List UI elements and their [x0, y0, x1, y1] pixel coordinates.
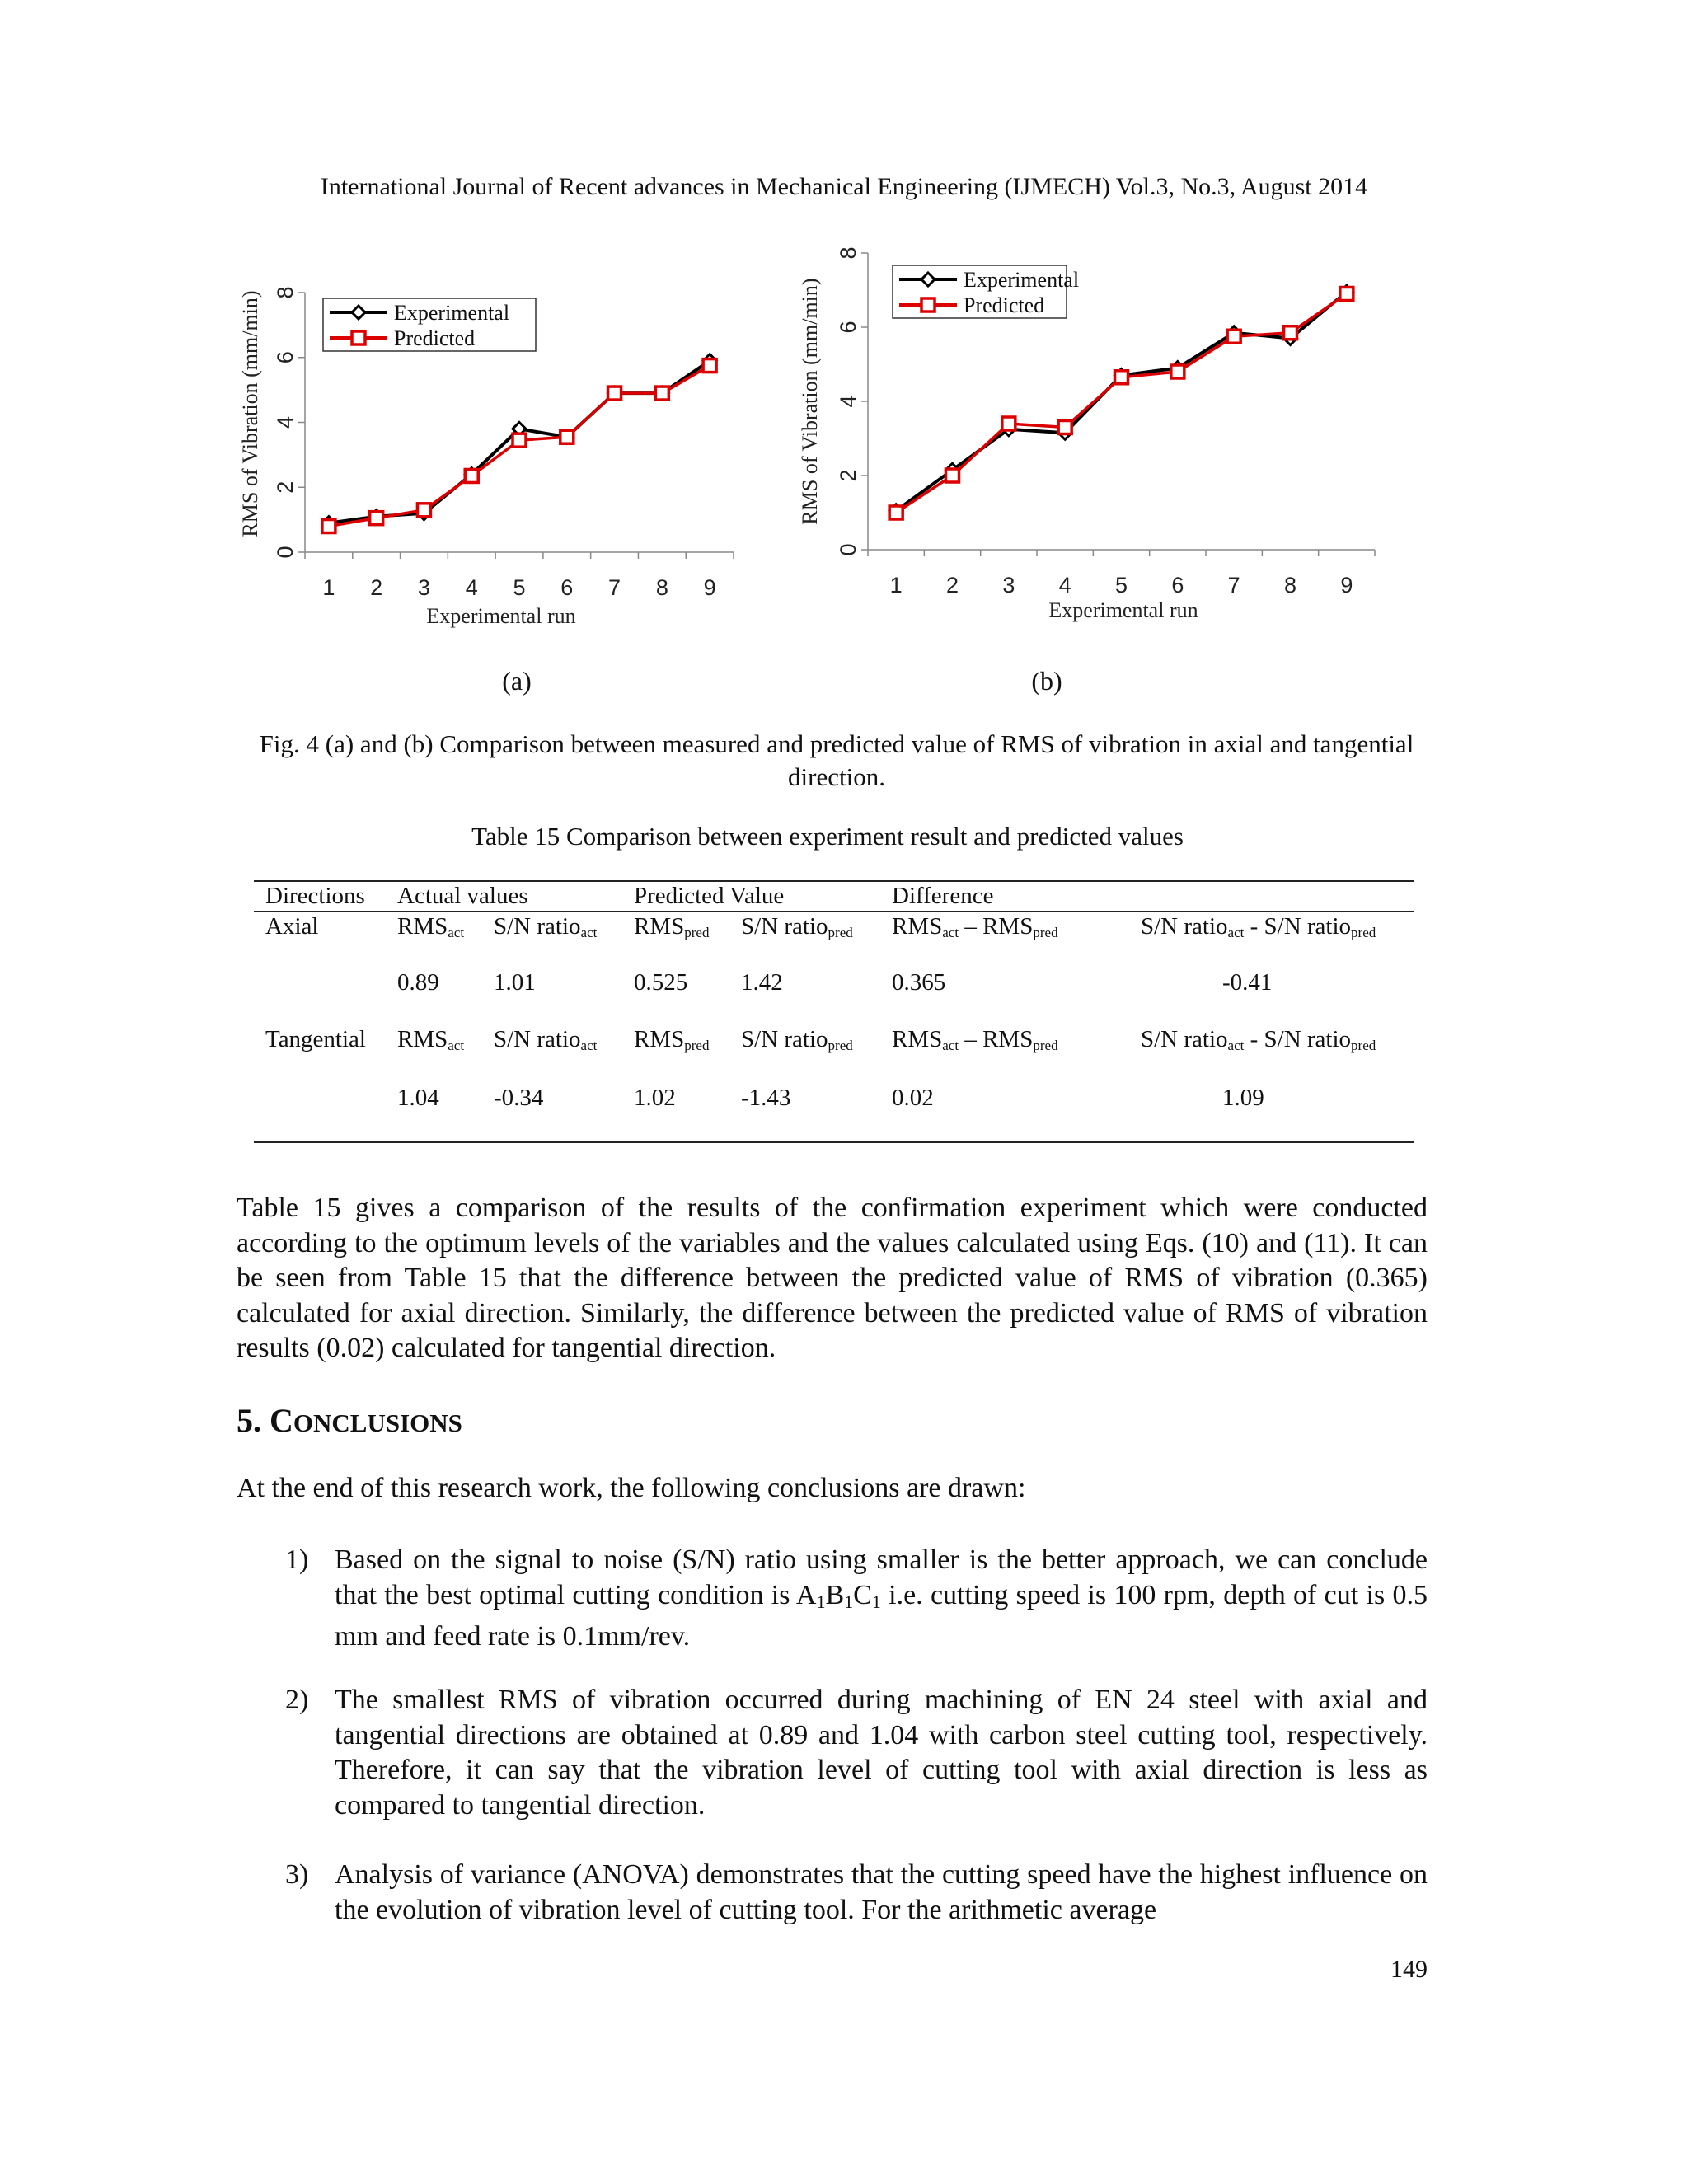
- conclusion-item-3: [285, 1858, 1428, 1928]
- data-point-predicted: [322, 520, 335, 533]
- data-point-predicted: [1115, 371, 1128, 384]
- y-tick-label: 8: [836, 246, 861, 260]
- y-tick-label: 0: [836, 543, 861, 556]
- table-cell-label: $RMS_{pred}$: [634, 1026, 710, 1053]
- data-point-predicted: [370, 512, 383, 525]
- y-tick-label: 2: [836, 469, 861, 482]
- table-cell-value: 1.02: [634, 1085, 676, 1111]
- table-cell-value: 0.525: [634, 969, 688, 996]
- y-tick-label: 6: [836, 321, 861, 334]
- table-header-rule: [254, 911, 1414, 912]
- list-number: 1): [285, 1544, 309, 1575]
- x-tick-label: 1: [322, 575, 335, 600]
- x-tick-label: 4: [1058, 573, 1071, 598]
- list-item-text: Analysis of variance (ANOVA) demonstrates that the cutting speed have the highest influence on the evolution of vibration level of cutting tool. For the arithmetic average: [335, 1859, 1428, 1925]
- y-tick-label: 8: [273, 286, 298, 299]
- table-cell-value: 0.365: [892, 969, 946, 996]
- y-tick-label: 0: [273, 546, 298, 559]
- data-point-predicted: [1284, 326, 1297, 340]
- table-cell-label: $RMS_{pred}$: [634, 913, 710, 940]
- table-title: Table 15 Comparison between experiment result and predicted values: [471, 822, 1184, 851]
- table-cell-label: S/N ratio$_{pred}$: [741, 1026, 853, 1053]
- conclusions-intro: At the end of this research work, the following conclusions are drawn:: [237, 1473, 1026, 1503]
- table-header-predicted: Predicted Value: [634, 883, 785, 909]
- data-point-predicted: [889, 506, 903, 519]
- table-cell-label: $RMS_{act}$: [397, 913, 465, 940]
- y-tick-label: 4: [273, 415, 298, 429]
- table-top-rule: [254, 880, 1414, 882]
- table-cell-value: 1.01: [494, 969, 536, 996]
- table-cell-label: S/N ratio$_{pred}$: [741, 913, 853, 940]
- x-tick-label: 5: [513, 575, 526, 600]
- table-cell-direction-axial: Axial: [265, 913, 319, 940]
- table-cell-value: 0.02: [892, 1085, 934, 1111]
- table-cell-value: -1.43: [741, 1085, 791, 1111]
- series-line-predicted: [896, 294, 1347, 513]
- discussion-paragraph: Table 15 gives a comparison of the results of the confirmation experiment which were conducted according to the optimum levels of the variables and the values calculated using Eqs. (10) and (11). It can be seen from Table 15 that the difference between the predicted value of RMS of vibration (0.365) calculated for axial direction. Similarly, the difference between the predicted value of RMS of vibration results (0.02) calculated for tangential direction.: [237, 1193, 1428, 1363]
- x-axis-title: Experimental run: [1048, 598, 1198, 622]
- x-tick-label: 8: [1283, 573, 1297, 598]
- data-point-predicted: [655, 387, 668, 400]
- legend-marker-predicted: [921, 298, 935, 312]
- data-point-predicted: [608, 387, 621, 400]
- y-axis-title: RMS of Vibration (mm/min): [798, 278, 822, 525]
- conclusion-item-1: [285, 1543, 1428, 1655]
- x-axis-title: Experimental run: [426, 604, 576, 628]
- table-cell-value: -0.41: [1222, 969, 1273, 996]
- x-tick-label: 9: [1340, 573, 1353, 598]
- chart-b-svg: [791, 235, 1401, 639]
- x-tick-label: 1: [889, 573, 903, 598]
- table-cell-label: $RMS_{act} - RMS_{pred}$: [892, 913, 1058, 940]
- table-cell-value: 1.42: [741, 969, 783, 996]
- y-tick-label: 6: [273, 351, 298, 364]
- panel-label-a: (a): [502, 666, 532, 696]
- list-item-text: Based on the signal to noise (S/N) ratio using smaller is the better approach, we can conclude that the best optimal cutting condition is $A_1B_1C_1$ i.e. cutting speed is 100 rpm, depth of cut is 0.5 mm and feed rate is 0.1mm/rev.: [335, 1544, 1428, 1652]
- section-heading: 5. CONCLUSIONS: [237, 1402, 462, 1439]
- table-cell-value: 1.09: [1222, 1085, 1264, 1111]
- data-point-predicted: [703, 359, 716, 373]
- y-axis-title: RMS of Vibration (mm/min): [238, 290, 262, 537]
- legend-label-predicted: Predicted: [964, 293, 1045, 317]
- table-bottom-rule: [254, 1141, 1414, 1143]
- table-cell-label: $RMS_{act} - RMS_{pred}$: [892, 1026, 1058, 1053]
- legend-label-predicted: Predicted: [394, 326, 476, 350]
- legend-label-experimental: Experimental: [964, 268, 1080, 292]
- list-number: 3): [285, 1859, 309, 1890]
- data-point-predicted: [1171, 365, 1184, 378]
- table-cell-label: S/N ratio$_{act}$ - S/N ratio$_{pred}$: [1141, 1026, 1376, 1053]
- table-cell-label: S/N ratio$_{act}$: [494, 913, 598, 940]
- chart-b: [791, 235, 1401, 639]
- x-tick-label: 3: [1002, 573, 1015, 598]
- series-line-experimental: [896, 292, 1347, 511]
- table-cell-label: $RMS_{act}$: [397, 1026, 465, 1053]
- legend-label-experimental: Experimental: [394, 301, 510, 325]
- list-number: 2): [285, 1685, 309, 1715]
- x-tick-label: 6: [1171, 573, 1184, 598]
- legend-marker-predicted: [352, 331, 365, 344]
- table-cell-value: -0.34: [494, 1085, 544, 1111]
- y-tick-label: 4: [836, 395, 861, 408]
- data-point-predicted: [560, 430, 574, 443]
- page-number: 149: [1390, 1956, 1428, 1983]
- data-point-predicted: [1340, 288, 1353, 301]
- conclusion-item-2: [285, 1683, 1428, 1823]
- table-header-actual: Actual values: [397, 883, 528, 909]
- x-tick-label: 5: [1114, 573, 1128, 598]
- x-tick-label: 6: [560, 575, 574, 600]
- data-point-predicted: [465, 469, 478, 482]
- figure-caption: Fig. 4 (a) and (b) Comparison between measured and predicted value of RMS of vibration in axial and tangential direction.: [259, 729, 1414, 791]
- data-point-predicted: [946, 469, 959, 482]
- x-tick-label: 8: [655, 575, 668, 600]
- x-tick-label: 9: [703, 575, 716, 600]
- x-tick-label: 3: [417, 575, 430, 600]
- list-item-text: The smallest RMS of vibration occurred during machining of EN 24 steel with axial and tangential directions are obtained at 0.89 and 1.04 with carbon steel cutting tool, respectively. Therefore, it can say that the vibration level of cutting tool with axial direction is less as compared to tangential direction.: [335, 1685, 1428, 1821]
- x-tick-label: 7: [1227, 573, 1240, 598]
- data-point-predicted: [1058, 421, 1071, 434]
- table-cell-direction-tangential: Tangential: [265, 1026, 366, 1052]
- chart-a: [231, 247, 758, 643]
- table-header-difference: Difference: [892, 883, 994, 909]
- chart-a-svg: [231, 247, 758, 643]
- table-cell-value: 0.89: [397, 969, 439, 996]
- table-header-directions: Directions: [265, 883, 365, 909]
- table-cell-label: S/N ratio$_{act}$: [494, 1026, 598, 1053]
- x-tick-label: 2: [370, 575, 383, 600]
- data-point-predicted: [1002, 417, 1015, 430]
- table-cell-value: 1.04: [397, 1085, 439, 1111]
- panel-label-b: (b): [1031, 666, 1062, 696]
- data-point-predicted: [513, 434, 526, 447]
- table-cell-label: S/N ratio$_{act}$ - S/N ratio$_{pred}$: [1141, 913, 1376, 940]
- data-point-predicted: [417, 504, 430, 517]
- y-tick-label: 2: [273, 480, 298, 494]
- x-tick-label: 4: [465, 575, 478, 600]
- journal-header: International Journal of Recent advances in Mechanical Engineering (IJMECH) Vol.3, No.3, August 2014: [320, 173, 1368, 200]
- data-point-predicted: [1227, 330, 1240, 343]
- x-tick-label: 7: [608, 575, 621, 600]
- x-tick-label: 2: [945, 573, 959, 598]
